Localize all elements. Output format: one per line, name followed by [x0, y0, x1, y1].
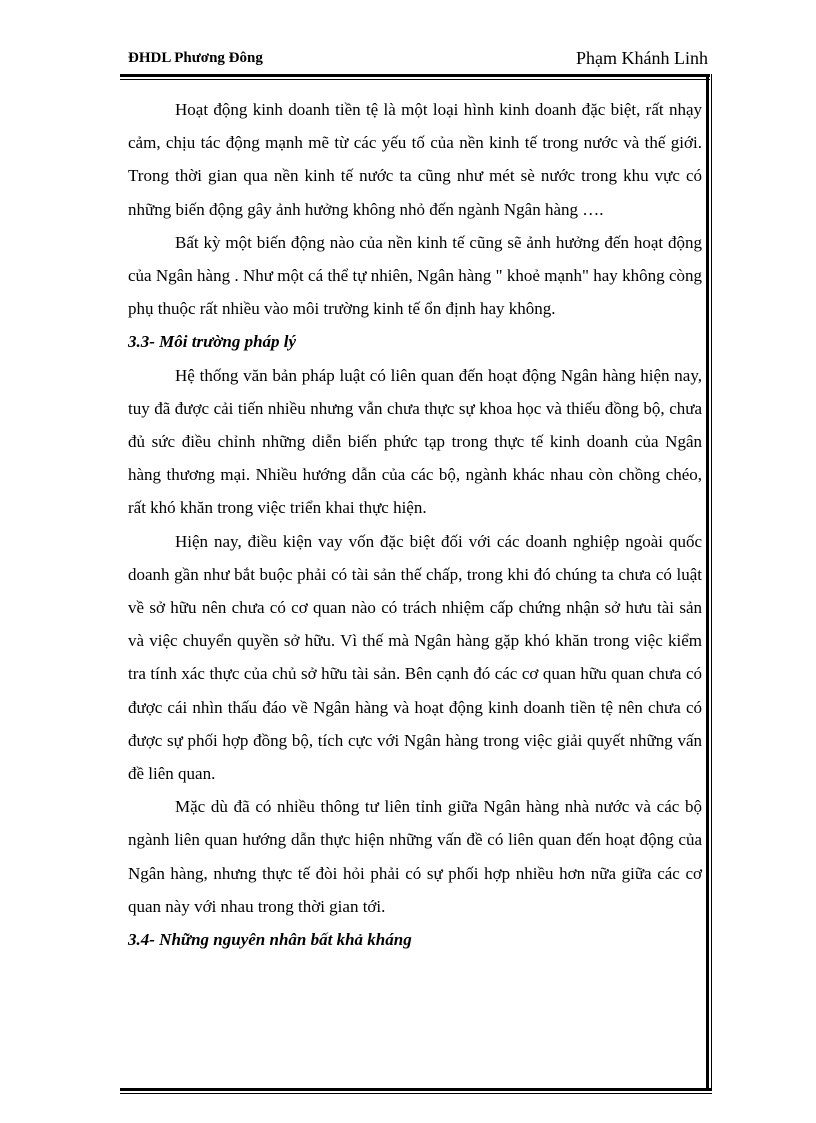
section-heading-3-3: 3.3- Môi trường pháp lý — [128, 332, 297, 352]
document-body — [128, 93, 702, 956]
paragraph-2: Bất kỳ một biến động nào của nền kinh tế cũng sẽ ảnh hưởng đến hoạt động của Ngân hàng . Như một cá thể tự nhiên, Ngân hàng " khoẻ mạnh" hay không còng phụ thuộc rất nhiều vào môi trường kinh tế ổn định hay không. — [128, 232, 702, 319]
header-author: Phạm Khánh Linh — [576, 48, 708, 68]
page-border-bottom-thin — [120, 1093, 712, 1094]
paragraph-1: Hoạt động kinh doanh tiền tệ là một loại hình kinh doanh đặc biệt, rất nhạy cảm, chịu tác động mạnh mẽ từ các yếu tố của nền kinh tế trong nước và thế giới. Trong thời gian qua nền kinh tế nước ta cũng như mét sè nước trong khu vực có những biến động gây ảnh hưởng không nhỏ đến ngành Ngân hàng …. — [128, 100, 702, 219]
page-border-top-thin — [120, 79, 710, 80]
page-border-right — [706, 74, 709, 1091]
page-border-top — [120, 74, 710, 77]
page-border-bottom — [120, 1088, 712, 1091]
section-heading-3-4: 3.4- Những nguyên nhân bất khả kháng — [128, 930, 412, 950]
paragraph-3: Hệ thống văn bản pháp luật có liên quan đến hoạt động Ngân hàng hiện nay, tuy đã được cải tiến nhiều nhưng vẫn chưa thực sự khoa học và thiếu đồng bộ, chưa đủ sức điều chỉnh những diễn biến phức tạp trong thực tế kinh doanh của Ngân hàng thương mại. Nhiều hướng dẫn của các bộ, ngành khác nhau còn chồng chéo, rất khó khăn trong việc triển khai thực hiện. — [128, 365, 702, 518]
header-institution: ĐHDL Phương Đông — [128, 50, 263, 66]
paragraph-5: Mặc dù đã có nhiều thông tư liên tỉnh giữa Ngân hàng nhà nước và các bộ ngành liên quan hướng dẫn thực hiện những vấn đề có liên quan đến hoạt động của Ngân hàng, nhưng thực tế đòi hỏi phải có sự phối hợp nhiều hơn nữa giữa các cơ quan này với nhau trong thời gian tới. — [128, 797, 702, 916]
paragraph-4: Hiện nay, điều kiện vay vốn đặc biệt đối với các doanh nghiệp ngoài quốc doanh gần như bắt buộc phải có tài sản thế chấp, trong khi đó chúng ta chưa có luật về sở hữu nên chưa có cơ quan nào có trách nhiệm cấp chứng nhận sở hưu tài sản và việc chuyển quyền sở hữu. Vì thế mà Ngân hàng gặp khó khăn trong việc kiểm tra tính xác thực của chủ sở hữu tài sản. Bên cạnh đó các cơ quan hữu quan chưa có được cái nhìn thấu đáo về Ngân hàng và hoạt động kinh doanh tiền tệ nên chưa có được sự phối hợp đồng bộ, tích cực với Ngân hàng trong việc giải quyết những vấn đề liên quan. — [128, 531, 702, 784]
page-border-right-thin — [711, 74, 712, 1091]
